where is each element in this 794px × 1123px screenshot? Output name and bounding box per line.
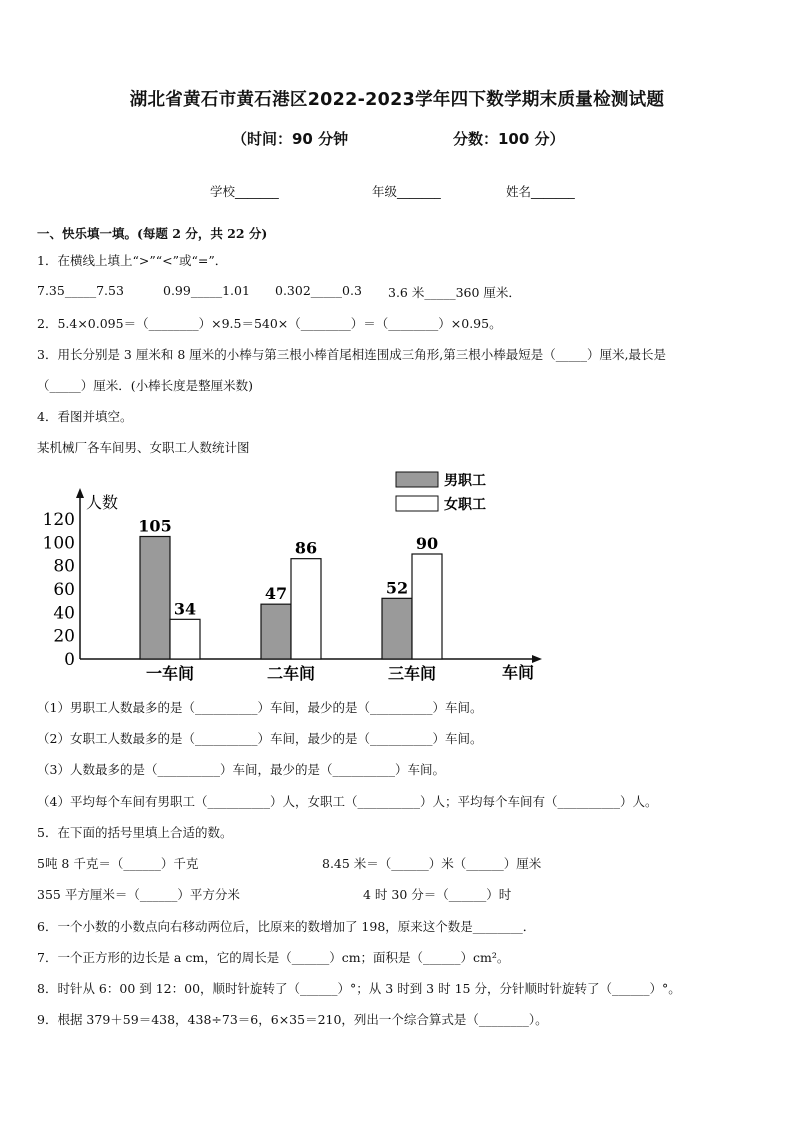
bar (412, 554, 442, 659)
name-field: 姓名_______ (506, 184, 575, 199)
grade-field: 年级_______ (372, 184, 441, 199)
q7: 7．一个正方形的边长是 a cm，它的周长是（______）cm；面积是（______）cm²。 (37, 950, 510, 965)
y-axis-label: 人数 (86, 493, 119, 512)
x-tick-label: 二车间 (266, 664, 316, 683)
y-tick-label: 40 (53, 603, 75, 624)
y-tick-label: 100 (42, 533, 75, 554)
y-tick-label: 120 (42, 510, 75, 530)
y-axis-arrow (76, 488, 84, 498)
q3-line2: （_____）厘米．(小棒长度是整厘米数) (37, 378, 254, 393)
data-label: 86 (294, 538, 318, 558)
q9: 9．根据 379＋59＝438，438÷73＝6，6×35＝210，列出一个综合算式是（________）。 (37, 1012, 548, 1027)
y-tick-label: 80 (53, 556, 75, 577)
q8: 8．时针从 6：00 到 12：00，顺时针旋转了（______）°；从 3 时到 3 时 15 分，分针顺时针旋转了（______）°。 (37, 981, 681, 996)
y-tick-label: 60 (53, 580, 75, 600)
q5-a: 5吨 8 千克＝（______）千克 (37, 856, 199, 871)
bar (140, 537, 170, 660)
q2: 2．5.4×0.095＝（________）×9.5＝540×（________）＝（________）×0.95。 (37, 316, 502, 331)
q4-question: （2）女职工人数最多的是（__________）车间，最少的是（__________）车间。 (37, 731, 483, 746)
legend-swatch-male (396, 472, 438, 487)
q4-question: （3）人数最多的是（__________）车间，最少的是（__________）车间。 (37, 762, 445, 777)
legend-swatch-female (396, 496, 438, 511)
q5-b: 8.45 米＝（______）米（______）厘米 (322, 856, 542, 871)
school-field: 学校_______ (210, 184, 279, 199)
chart-caption: 某机械厂各车间男、女职工人数统计图 (37, 440, 250, 455)
bar-chart (30, 462, 550, 692)
section-heading: 一、快乐填一填。(每题 2 分，共 22 分) (37, 226, 268, 241)
data-label: 34 (173, 599, 197, 619)
q6: 6．一个小数的小数点向右移动两位后，比原来的数增加了 198，原来这个数是________． (37, 919, 536, 934)
q1-item: 0.99_____1.01 (163, 283, 250, 298)
page-title: 湖北省黄石市黄石港区2022-2023学年四下数学期末质量检测试题 (129, 90, 665, 110)
x-axis-label: 车间 (502, 663, 535, 682)
q5-stem: 5．在下面的括号里填上合适的数。 (37, 825, 233, 840)
data-label: 52 (385, 578, 409, 598)
x-tick-label: 一车间 (145, 664, 195, 683)
q4-question: （1）男职工人数最多的是（__________）车间，最少的是（__________）车间。 (37, 700, 483, 715)
bar (291, 559, 321, 659)
data-label: 47 (264, 584, 288, 604)
exam-time: （时间：90 分钟 (232, 130, 349, 148)
q1-item: 7.35_____7.53 (37, 283, 124, 298)
q4-stem: 4．看图并填空。 (37, 409, 133, 424)
exam-score: 分数：100 分） (453, 130, 565, 148)
q3-line1: 3．用长分别是 3 厘米和 8 厘米的小棒与第三根小棒首尾相连围成三角形,第三根小棒最短是（_____）厘米,最长是 (37, 347, 666, 362)
y-tick-label: 20 (53, 626, 75, 647)
bar (170, 619, 200, 659)
q1-stem: 1．在横线上填上“>”“<”或“=”． (37, 253, 228, 268)
q4-question: （4）平均每个车间有男职工（__________）人，女职工（__________）人；平均每个车间有（__________）人。 (37, 794, 658, 809)
legend-label-female: 女职工 (444, 497, 486, 513)
legend-label-male: 男职工 (444, 473, 486, 489)
bar (382, 598, 412, 659)
q1-item: 3.6 米_____360 厘米． (388, 285, 521, 300)
q1-item: 0.302_____0.3 (275, 283, 362, 298)
q5-c: 355 平方厘米＝（______）平方分米 (37, 887, 240, 902)
data-label: 105 (138, 516, 172, 536)
x-axis-arrow (532, 655, 542, 663)
y-tick-label: 0 (64, 650, 75, 670)
data-label: 90 (415, 534, 439, 553)
bar (261, 604, 291, 659)
q5-d: 4 时 30 分＝（______）时 (363, 887, 512, 902)
x-tick-label: 三车间 (387, 664, 437, 683)
